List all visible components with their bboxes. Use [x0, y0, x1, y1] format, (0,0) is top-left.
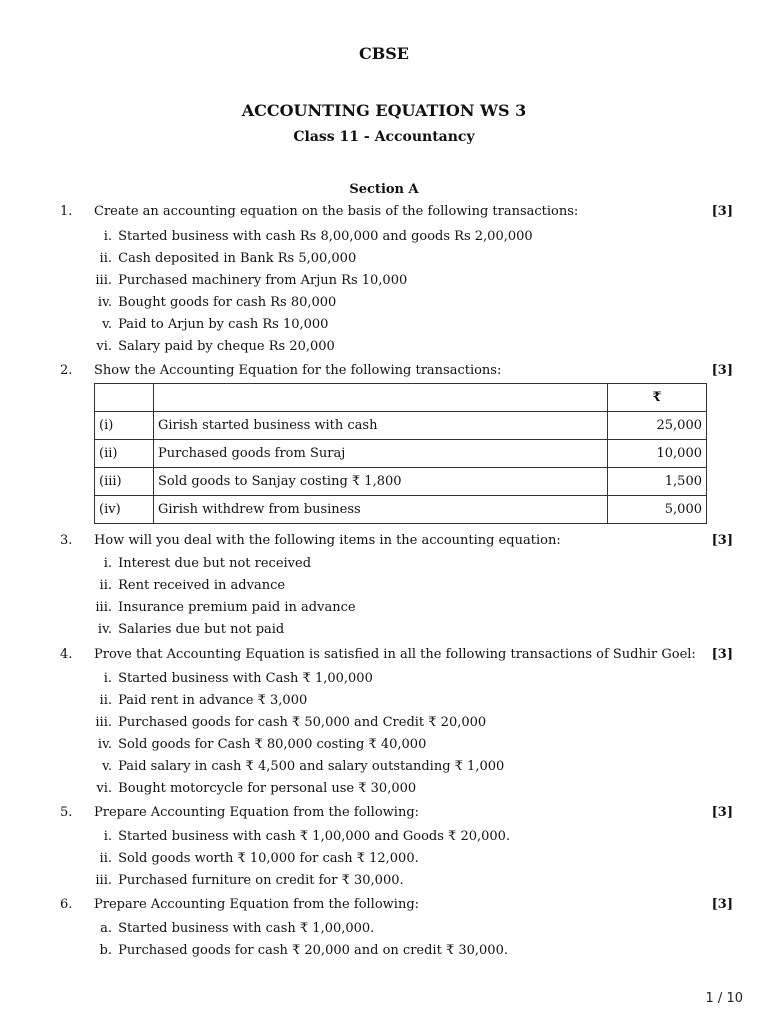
list-item — [94, 339, 335, 354]
list-item — [94, 317, 328, 332]
table-row — [95, 440, 707, 468]
list-item-label: v. — [102, 759, 112, 774]
list-item-label: iv. — [97, 295, 112, 310]
list-item-text: Insurance premium paid in advance — [118, 600, 356, 615]
list-item-label: i. — [103, 671, 112, 686]
question-text: Prove that Accounting Equation is satisfied in all the following transactions of Sudhir Goel: — [94, 647, 696, 662]
table-cell-desc: Purchased goods from Suraj — [154, 440, 608, 468]
table-cell-no: (iii) — [95, 468, 154, 496]
list-item-label: vi. — [96, 781, 112, 796]
table-header-row — [95, 384, 707, 412]
list-item-label: iii. — [95, 600, 112, 615]
list-item — [94, 851, 419, 866]
table-header-cell — [154, 384, 608, 412]
list-item-text: Bought goods for cash Rs 80,000 — [118, 295, 337, 310]
list-item — [94, 251, 356, 266]
question-number: 6. — [60, 897, 73, 912]
table-cell-amount: 5,000 — [608, 496, 707, 524]
list-item-text: Started business with cash ₹ 1,00,000 and Goods ₹ 20,000. — [118, 829, 511, 844]
list-item — [94, 229, 533, 244]
list-item-text: Sold goods worth ₹ 10,000 for cash ₹ 12,000. — [118, 851, 419, 866]
table-cell-amount: 25,000 — [608, 412, 707, 440]
list-item-text: Paid to Arjun by cash Rs 10,000 — [118, 317, 329, 332]
list-item-label: a. — [100, 921, 112, 936]
list-item-text: Interest due but not received — [118, 556, 312, 571]
table-cell-no: (iv) — [95, 496, 154, 524]
currency-header-cell: ₹ — [608, 384, 707, 412]
list-item — [94, 556, 311, 571]
list-item-text: Started business with cash Rs 8,00,000 and goods Rs 2,00,000 — [118, 229, 533, 244]
list-item-label: i. — [103, 829, 112, 844]
table-header-cell — [95, 384, 154, 412]
list-item — [94, 943, 508, 958]
list-item — [94, 781, 416, 796]
list-item-text: Started business with cash ₹ 1,00,000. — [118, 921, 375, 936]
question-marks: [3] — [711, 897, 733, 912]
list-item-label: i. — [103, 556, 112, 571]
list-item-text: Purchased furniture on credit for ₹ 30,000. — [118, 873, 404, 888]
list-item-label: iv. — [97, 737, 112, 752]
list-item — [94, 759, 504, 774]
list-item-text: Sold goods for Cash ₹ 80,000 costing ₹ 40,000 — [118, 737, 427, 752]
list-item — [94, 578, 285, 593]
list-item-label: iv. — [97, 622, 112, 637]
list-item — [94, 737, 426, 752]
list-item-label: iii. — [95, 715, 112, 730]
table-cell-desc: Sold goods to Sanjay costing ₹ 1,800 — [154, 468, 608, 496]
list-item-text: Salary paid by cheque Rs 20,000 — [118, 339, 335, 354]
table-row — [95, 496, 707, 524]
question-number: 1. — [60, 204, 73, 219]
question-marks: [3] — [711, 805, 733, 820]
question-text: Prepare Accounting Equation from the following: — [94, 897, 420, 912]
list-item-text: Purchased machinery from Arjun Rs 10,000 — [118, 273, 408, 288]
list-item — [94, 671, 373, 686]
list-item-label: vi. — [96, 339, 112, 354]
worksheet-subtitle: Class 11 - Accountancy — [293, 129, 475, 145]
question-marks: [3] — [711, 647, 733, 662]
list-item — [94, 622, 284, 637]
list-item-label: ii. — [99, 251, 112, 266]
table-cell-desc: Girish withdrew from business — [154, 496, 608, 524]
question-text: Show the Accounting Equation for the following transactions: — [94, 363, 502, 378]
list-item-label: i. — [103, 229, 112, 244]
list-item-text: Bought motorcycle for personal use ₹ 30,000 — [118, 781, 417, 796]
worksheet-title: ACCOUNTING EQUATION WS 3 — [241, 101, 527, 120]
question-text: Prepare Accounting Equation from the following: — [94, 805, 420, 820]
table-row — [95, 412, 707, 440]
list-item-text: Rent received in advance — [118, 578, 286, 593]
question-marks: [3] — [711, 533, 733, 548]
list-item-text: Purchased goods for cash ₹ 50,000 and Credit ₹ 20,000 — [118, 715, 487, 730]
question-marks: [3] — [711, 204, 733, 219]
question-text: Create an accounting equation on the basis of the following transactions: — [94, 204, 579, 219]
list-item-text: Paid salary in cash ₹ 4,500 and salary outstanding ₹ 1,000 — [118, 759, 505, 774]
table-cell-no: (ii) — [95, 440, 154, 468]
list-item-label: iii. — [95, 873, 112, 888]
list-item-label: iii. — [95, 273, 112, 288]
list-item-label: ii. — [99, 851, 112, 866]
list-item — [94, 715, 486, 730]
table-cell-no: (i) — [95, 412, 154, 440]
page-number: 1 / 10 — [705, 991, 743, 1006]
list-item-label: b. — [99, 943, 112, 958]
table-row — [95, 468, 707, 496]
list-item-label: ii. — [99, 578, 112, 593]
question-number: 3. — [60, 533, 73, 548]
transactions-table — [94, 383, 707, 524]
list-item — [94, 273, 407, 288]
list-item — [94, 873, 404, 888]
list-item — [94, 600, 356, 615]
question-number: 4. — [60, 647, 73, 662]
list-item — [94, 295, 336, 310]
question-number: 2. — [60, 363, 73, 378]
table-cell-desc: Girish started business with cash — [154, 412, 608, 440]
table-cell-amount: 1,500 — [608, 468, 707, 496]
list-item — [94, 693, 307, 708]
list-item — [94, 829, 510, 844]
list-item-label: ii. — [99, 693, 112, 708]
question-number: 5. — [60, 805, 73, 820]
board-name: CBSE — [358, 44, 409, 63]
list-item — [94, 921, 374, 936]
list-item-text: Salaries due but not paid — [118, 622, 285, 637]
list-item-text: Started business with Cash ₹ 1,00,000 — [118, 671, 373, 686]
list-item-text: Purchased goods for cash ₹ 20,000 and on credit ₹ 30,000. — [118, 943, 508, 958]
list-item-text: Cash deposited in Bank Rs 5,00,000 — [118, 251, 357, 266]
section-heading: Section A — [349, 182, 419, 197]
list-item-text: Paid rent in advance ₹ 3,000 — [118, 693, 308, 708]
question-text: How will you deal with the following items in the accounting equation: — [94, 533, 561, 548]
list-item-label: v. — [102, 317, 112, 332]
table-cell-amount: 10,000 — [608, 440, 707, 468]
question-marks: [3] — [711, 363, 733, 378]
